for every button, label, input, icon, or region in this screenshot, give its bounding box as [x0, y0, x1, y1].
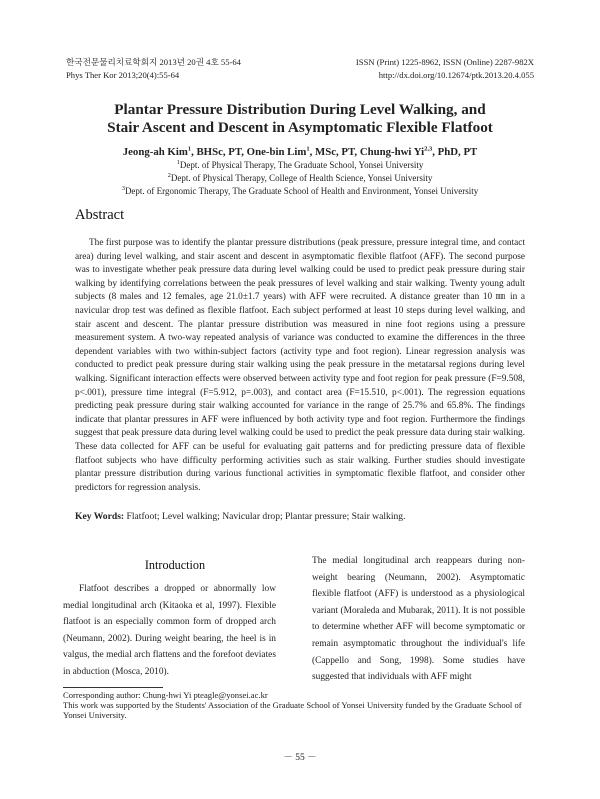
- journal-header-right: [356, 56, 534, 82]
- abstract-heading: Abstract: [75, 207, 125, 223]
- author-2-name: One-bin Lim: [246, 146, 307, 158]
- journal-korean-citation: 한국전문물리치료학회지 2013년 20권 4호 55-64: [66, 57, 241, 67]
- funding-note: This work was supported by the Students' Association of the Graduate School of Yonsei University funded by the Graduate School of Yonsei University.: [63, 700, 522, 720]
- author-2-degrees: , MSc, PT,: [309, 146, 360, 158]
- introduction-heading: Introduction: [144, 558, 206, 572]
- author-1-affiliation-mark: 1: [187, 145, 192, 153]
- introduction-right-column: The medial longitudinal arch reappears during non-weight bearing (Neumann, 2002). Asymptomatic flexible flatfoot (AFF) is understood as a physiological variant (Moraleda and Mubarak, 2011). It is not possible to determine whether AFF will become symptomatic or remain asymptomatic throughout the individual's life (Cappello and Song, 1998). Some studies have suggested that individuals with AFF might: [312, 556, 525, 683]
- footnote-divider: [63, 687, 163, 688]
- title-line-2: Stair Ascent and Descent in Asymptomatic Flexible Flatfoot: [107, 119, 493, 136]
- journal-header-left: [66, 56, 241, 82]
- issn-line: ISSN (Print) 1225-8962, ISSN (Online) 2287-982X: [355, 57, 534, 67]
- author-3-name: Chung-hwi Yi: [359, 146, 425, 158]
- author-3-degrees: , PhD, PT: [432, 146, 478, 158]
- abstract-body: The first purpose was to identify the plantar pressure distributions (peak pressure, pressure integral time, and contact area) during level walking, and stair ascent and descent in asymptomatic flexible flatfoot (AFF). The second purpose was to investigate whether peak pressure data during level walking could be used to predict peak pressure during stair walking by identifying correlations between the peak pressures of level walking and stair walking. Twenty young adult subjects (8 males and 12 females, age 21.0±1.7 years) with AFF were recruited. A distance greater than 10 ㎜ in a navicular drop test was defined as flexible flatfoot. Each subject performed at least 10 steps during level walking, and stair ascent and descent. The plantar pressure distribution was measured in nine foot regions using a pressure measurement system. A two-way repeated analysis of variance was conducted to examine the differences in the three dependent variables with two within-subject factors (activity type and foot region). Linear regression analysis was conducted to predict peak pressure during stair walking using the peak pressure in the metatarsal regions during level walking. Significant interaction effects were observed between activity type and foot region for peak pressure (F=9.508, p<.001), pressure time integral (F=5.912, p=.003), and contact area (F=15.510, p<.001). The regression equations predicting peak pressure during stair walking accounted for variance in the range of 25.7% and 65.8%. The findings indicate that plantar pressures in AFF were influenced by both activity type and foot region. Furthermore the findings suggest that peak pressure data during level walking could be used to predict the peak pressure data during stair walking. These data collected for AFF can be useful for evaluating gait patterns and for predicting pressure data of flexible flatfoot subjects who have difficulty performing activities such as stair walking. Further studies should investigate plantar pressure distribution during various functional activities in symptomatic flexible flatfoot, and consider other predictors for regression analysis.: [75, 238, 525, 493]
- journal-english-citation: Phys Ther Kor 2013;20(4):55-64: [66, 70, 180, 80]
- footnote: [63, 690, 543, 720]
- keywords: [75, 511, 525, 522]
- author-1-name: Jeong-ah Kim: [122, 146, 188, 158]
- affiliation-1: $^1$Dept. of Physical Therapy, The Graduate School, Yonsei University: [176, 159, 424, 170]
- keywords-list: Flatfoot; Level walking; Navicular drop; Plantar pressure; Stair walking.: [124, 511, 406, 522]
- introduction-left-column: Flatfoot describes a dropped or abnormally low medial longitudinal arch (Kitaoka et al, 1997). Flexible flatfoot is an especially common form of dropped arch (Neumann, 2002). During weight bearing, the heel is in valgus, the medial arch flattens and the forefoot deviates in abduction (Mosca, 2010).: [63, 584, 276, 677]
- author-2-affiliation-mark: 1: [306, 145, 310, 153]
- title-line-1: Plantar Pressure Distribution During Level Walking, and: [114, 101, 486, 118]
- paper-title: [40, 101, 560, 137]
- author-3-affiliation-mark: 2,3: [424, 145, 433, 153]
- keywords-label: Key Words:: [75, 511, 125, 522]
- affiliation-2: $^2$Dept. of Physical Therapy, College of Health Science, Yonsei University: [167, 172, 433, 183]
- author-list: [40, 146, 560, 158]
- author-1-degrees: , BHSc, PT,: [191, 146, 247, 158]
- doi-link[interactable]: http://dx.doi.org/10.12674/ptk.2013.20.4.055: [378, 70, 534, 80]
- corresponding-author-note: Corresponding author: Chung-hwi Yi pteagle@yonsei.ac.kr: [63, 690, 268, 700]
- affiliation-3: $^3$Dept. of Ergonomic Therapy, The Graduate School of Health and Environment, Yonsei University: [121, 185, 479, 196]
- page-number: － 55 －: [283, 753, 317, 763]
